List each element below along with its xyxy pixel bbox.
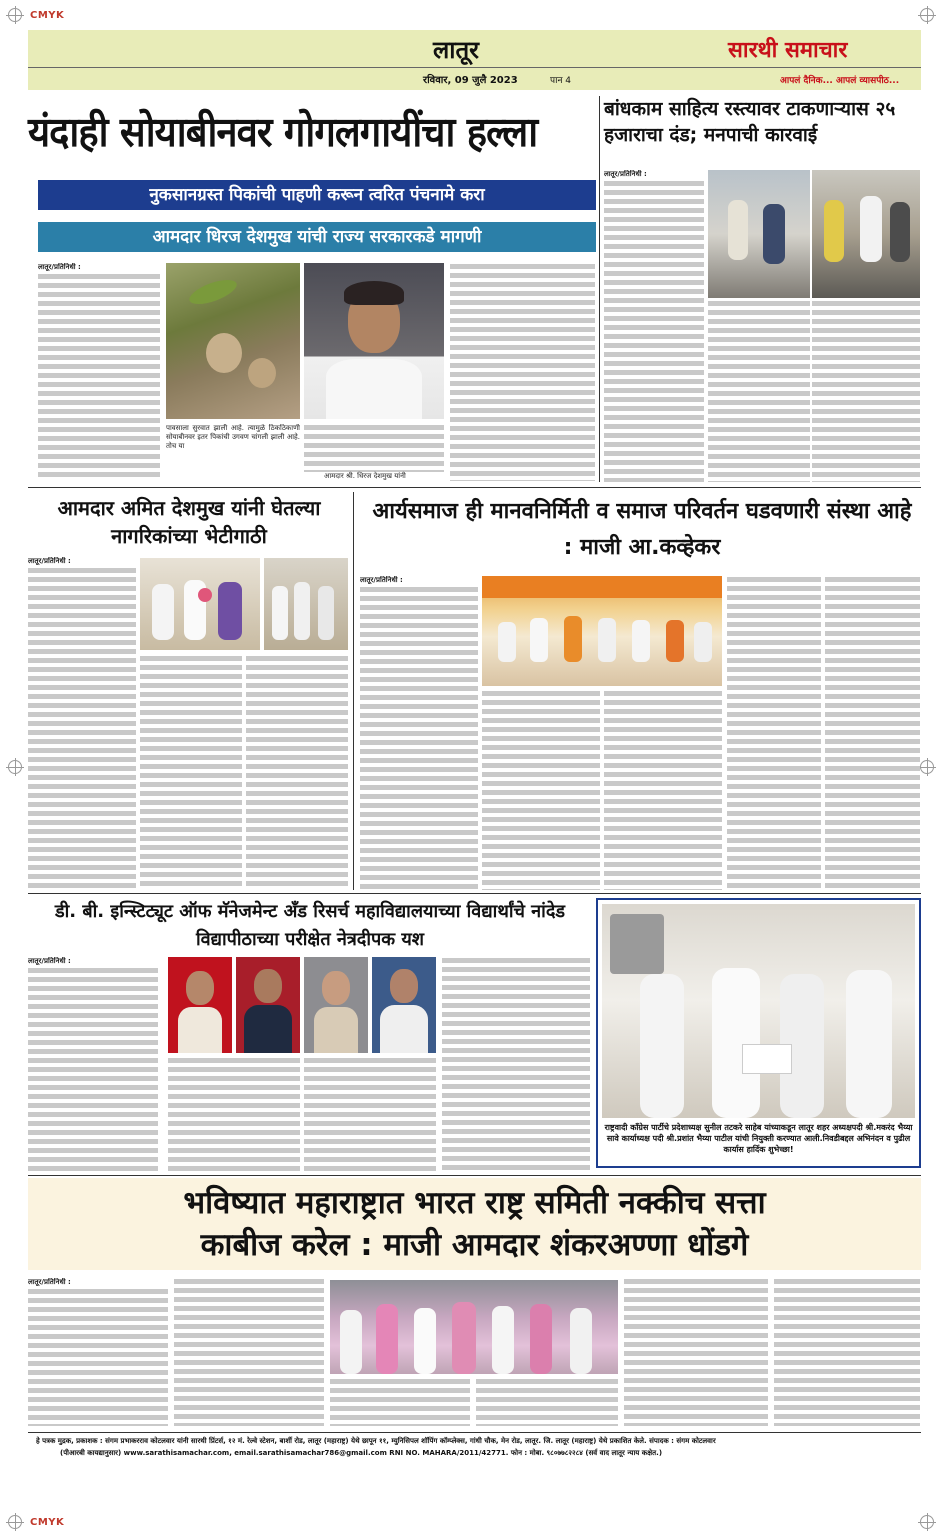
tagline: आपलं दैनिक... आपलं व्यासपीठ... bbox=[780, 76, 900, 86]
story6-text-col4 bbox=[476, 1378, 618, 1426]
story6-text-col1 bbox=[28, 1278, 168, 1426]
story4-text-col4 bbox=[727, 576, 821, 890]
registration-mark-mid-left bbox=[8, 760, 22, 774]
registration-mark-top-left bbox=[8, 8, 22, 22]
story3-photo-meeting bbox=[140, 558, 260, 650]
story5-text-col1 bbox=[28, 957, 158, 1171]
story2-divider bbox=[599, 96, 600, 482]
cmyk-mark-top: CMYK bbox=[30, 10, 65, 21]
imprint-line-1: हे पत्रक मुद्रक, प्रकाशक : संगम प्रभाकरराव कोटलवार यांनी सारथी प्रिंटर्स, १२ मं. रेल्वे स्टेशन, बार्शी रोड, लातूर (महाराष्ट्र) येथे छापून ११, म्युनिसिपल शॉपिंग कॉम्प्लेक्स, गांधी चौक, मेन रोड, लातूर. जि. लातूर (महाराष्ट्र) येथे प्रकाशित केले. संपादक : संगम कोटलवार bbox=[36, 1437, 716, 1445]
story1-text-col3 bbox=[304, 424, 444, 482]
student-photo-4 bbox=[372, 957, 436, 1053]
story6-headline-line1: भविष्यात महाराष्ट्रात भारत राष्ट्र समिती नक्कीच सत्ता bbox=[183, 1185, 766, 1221]
story3-text-col3 bbox=[246, 655, 348, 889]
story3-divider bbox=[353, 492, 354, 890]
story4-text-col5 bbox=[825, 576, 920, 890]
ncp-photo-box bbox=[596, 898, 921, 1168]
issue-date: रविवार, 09 जुलै 2023 bbox=[423, 75, 518, 86]
story1-caption-photo2: आमदार श्री. धिरज देशमुख यांनी bbox=[324, 472, 406, 480]
soybean-snail-photo bbox=[166, 263, 300, 419]
edition-title: लातूर bbox=[433, 36, 479, 64]
cmyk-mark-bottom: CMYK bbox=[30, 1517, 65, 1528]
section-rule-2 bbox=[28, 893, 921, 894]
story4-headline: आर्यसमाज ही मानवनिर्मिती व समाज परिवर्तन घडवणारी संस्था आहे : माजी आ.कव्हेकर bbox=[372, 499, 912, 560]
student-photo-2 bbox=[236, 957, 300, 1053]
story3-photo-group bbox=[264, 558, 348, 650]
masthead bbox=[28, 30, 921, 90]
story4-text-col1 bbox=[360, 576, 478, 890]
story5-text-col4 bbox=[442, 957, 590, 1171]
story3-byline: लातूर/प्रतिनिधी : bbox=[28, 557, 71, 565]
student-photo-1 bbox=[168, 957, 232, 1053]
story5-headline: डी. बी. इन्स्टिट्यूट ऑफ मॅनेजमेन्ट अँड रिसर्च महाविद्यालयाच्या विद्यार्थांचे नांदेड विद्यापीठाच्या परीक्षेत नेत्रदीपक यश bbox=[54, 901, 566, 950]
story1-text-col4 bbox=[450, 263, 595, 481]
story6-text-col6 bbox=[774, 1278, 920, 1426]
registration-mark-top-right bbox=[920, 8, 934, 22]
story1-text-col1 bbox=[38, 263, 160, 481]
story3-text-col1 bbox=[28, 557, 136, 889]
story1-subhead-band2 bbox=[38, 222, 596, 252]
story6-text-col5 bbox=[624, 1278, 768, 1426]
story2-headline: बांधकाम साहित्य रस्त्यावर टाकणाऱ्यास २५ हजाराचा दंड; मनपाची कारवाई bbox=[604, 98, 896, 146]
story5-text-col3 bbox=[304, 1057, 436, 1171]
story1-subhead-band1 bbox=[38, 180, 596, 210]
story6-byline: लातूर/प्रतिनिधी : bbox=[28, 1278, 71, 1286]
story4-text-col2 bbox=[482, 690, 600, 890]
footer-rule bbox=[28, 1432, 921, 1433]
story4-byline: लातूर/प्रतिनिधी : bbox=[360, 576, 403, 584]
story2-byline: लातूर/प्रतिनिधी : bbox=[604, 170, 647, 178]
story1-subhead1: नुकसानग्रस्त पिकांची पाहणी करून त्वरित पंचनामे करा bbox=[149, 185, 485, 205]
story6-headline-line2: काबीज करेल : माजी आमदार शंकरअण्णा धोंडगे bbox=[200, 1227, 749, 1263]
story2-text-col3 bbox=[812, 300, 920, 482]
page-number: पान 4 bbox=[550, 76, 572, 86]
story2-text-col1 bbox=[604, 170, 704, 482]
masthead-divider bbox=[28, 67, 921, 68]
ncp-photo-caption: राष्ट्रवादी काँग्रेस पार्टीचे प्रदेशाध्यक्ष सुनील तटकरे साहेब यांच्याकडून लातूर शहर अध्यक्षपदी श्री.मकरंद भैय्या सावे कार्याध्यक्ष पदी श्री.प्रशांत भैय्या पाटील यांची नियुक्ती करण्यात आली.निवडीबद्दल अभिनंदन व पुढील कार्यास हार्दिक शुभेच्छा! bbox=[604, 1123, 913, 1154]
story3-headline: आमदार अमित देशमुख यांनी घेतल्या नागरिकांच्या भेटीगाठी bbox=[57, 496, 321, 548]
story1-caption-photo1: पावसाला सुरवात झाली आहे. त्यामुळे ठिकठिकाणी सोयाबीनवर इतर पिकांची उगवण चांगली झाली आहे. तोच या bbox=[166, 424, 300, 450]
brs-rally-photo bbox=[330, 1280, 618, 1374]
story4-text-col3 bbox=[604, 690, 722, 890]
story6-headline-band bbox=[28, 1178, 921, 1270]
story6-text-col2 bbox=[174, 1278, 324, 1426]
registration-mark-bottom-left bbox=[8, 1515, 22, 1529]
story4-photo-event-stage bbox=[482, 576, 722, 686]
registration-mark-mid-right bbox=[920, 760, 934, 774]
imprint-line-2: (पीआरबी कायद्यानुसार) www.sarathisamachar.com, email.sarathisamachar786@gmail.com RNI NO. MAHARA/2011/42771. फोन : मोबा. ९८०७७८२२८४ (सर्व वाद लातूर न्याय कक्षेत.) bbox=[60, 1449, 663, 1457]
story6-text-col3 bbox=[330, 1378, 470, 1426]
story5-text-col2 bbox=[168, 1057, 300, 1171]
story5-byline: लातूर/प्रतिनिधी : bbox=[28, 957, 71, 965]
story1-headline: यंदाही सोयाबीनवर गोगलगायींचा हल्ला bbox=[28, 108, 538, 156]
story2-photo-inspection bbox=[812, 170, 920, 298]
story2-text-col2 bbox=[708, 300, 810, 482]
student-photo-3 bbox=[304, 957, 368, 1053]
section-rule-1 bbox=[28, 487, 921, 488]
story3-text-col2 bbox=[140, 655, 242, 889]
section-rule-3 bbox=[28, 1175, 921, 1176]
story2-photo-officials bbox=[708, 170, 810, 298]
mla-dheeraj-deshmukh-portrait bbox=[304, 263, 444, 419]
story1-subhead2: आमदार धिरज देशमुख यांची राज्य सरकारकडे मागणी bbox=[152, 227, 482, 247]
ncp-appointment-photo bbox=[602, 904, 915, 1118]
registration-mark-bottom-right bbox=[920, 1515, 934, 1529]
brand-name: सारथी समाचार bbox=[728, 38, 848, 63]
story1-byline: लातूर/प्रतिनिधी : bbox=[38, 263, 81, 271]
